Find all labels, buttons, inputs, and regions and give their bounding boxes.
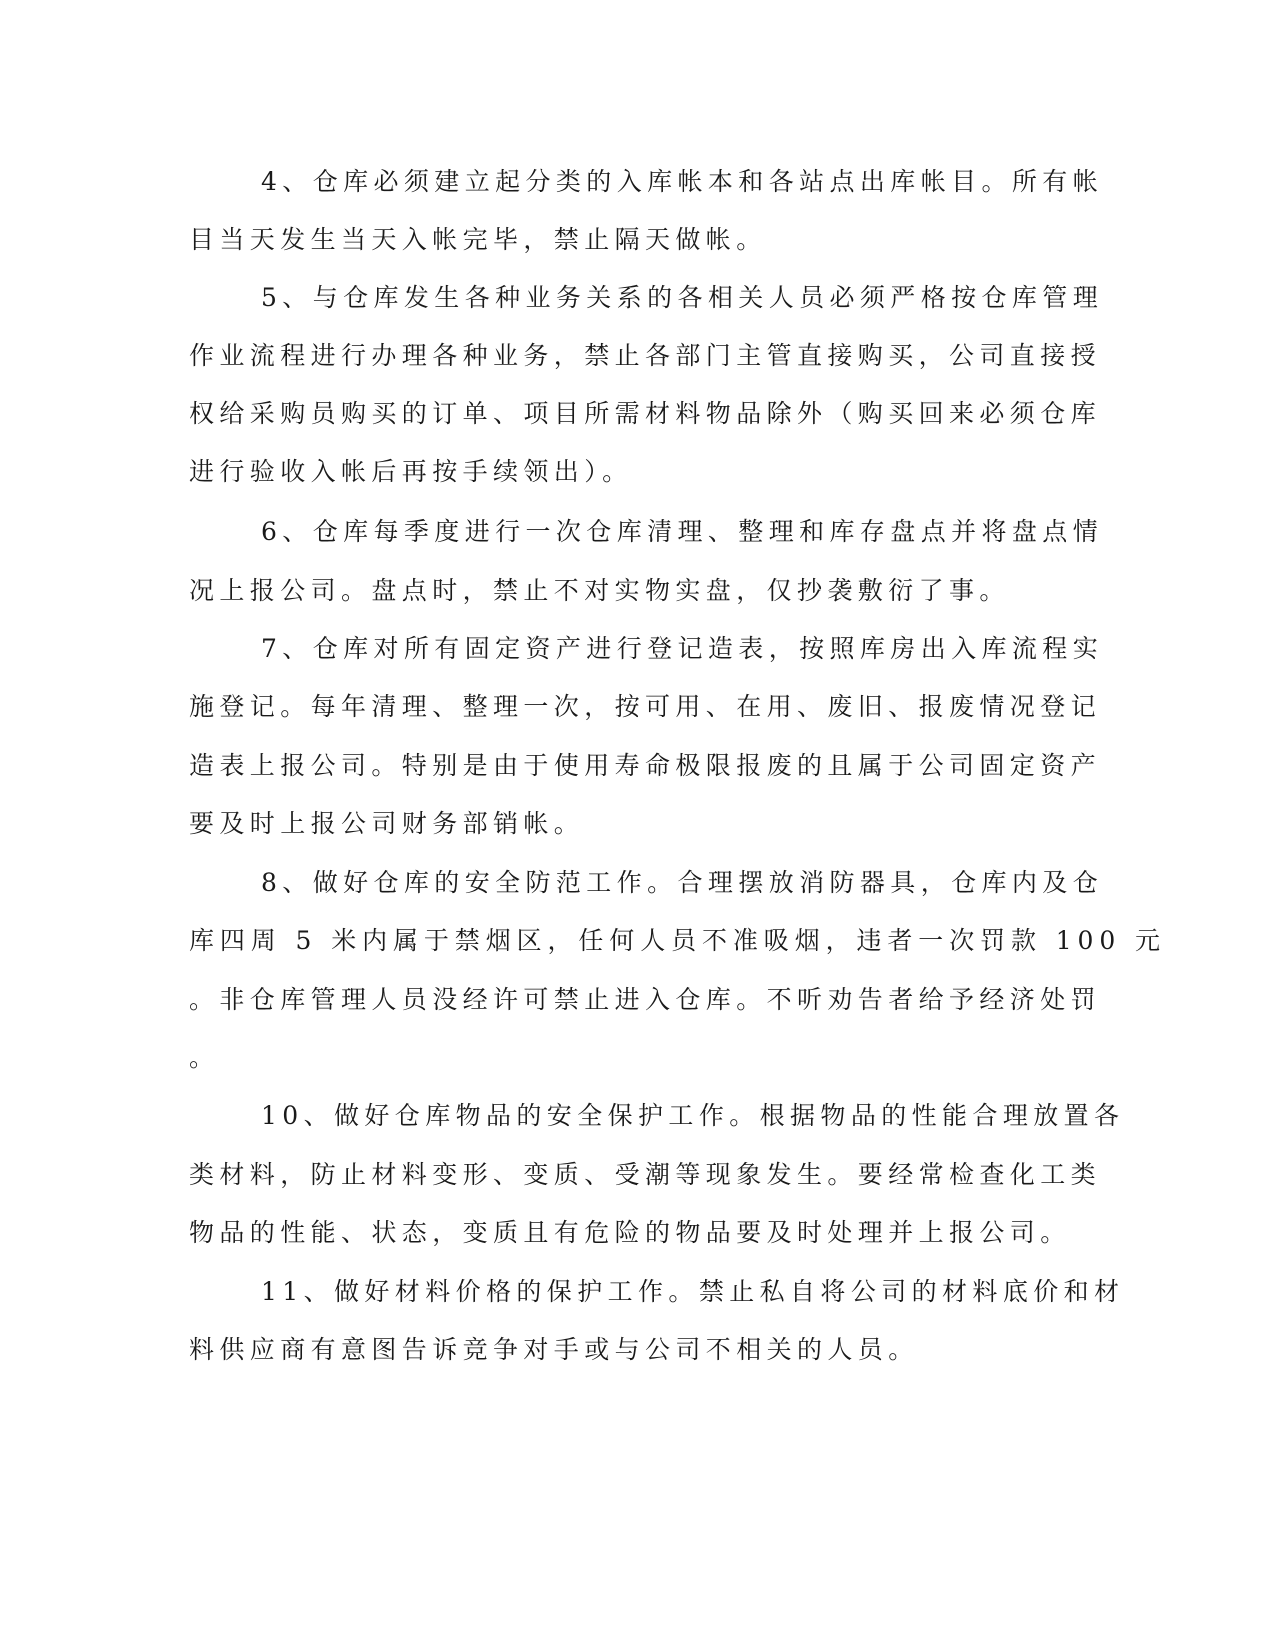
paragraph-6-line-2: 况上报公司。盘点时，禁止不对实物实盘，仅抄袭敷衍了事。 xyxy=(189,576,1010,605)
paragraph-4-line-1: 4、仓库必须建立起分类的入库帐本和各站点出库帐目。所有帐 xyxy=(261,167,1104,196)
paragraph-6-line-1: 6、仓库每季度进行一次仓库清理、整理和库存盘点并将盘点情 xyxy=(261,517,1104,546)
paragraph-11-line-2: 料供应商有意图告诉竞争对手或与公司不相关的人员。 xyxy=(189,1335,919,1364)
paragraph-10-line-3: 物品的性能、状态，变质且有危险的物品要及时处理并上报公司。 xyxy=(189,1218,1071,1247)
paragraph-7-line-2: 施登记。每年清理、整理一次，按可用、在用、废旧、报废情况登记 xyxy=(189,692,1102,721)
paragraph-5-line-4: 进行验收入帐后再按手续领出）。 xyxy=(189,457,633,486)
paragraph-5-line-1: 5、与仓库发生各种业务关系的各相关人员必须严格按仓库管理 xyxy=(261,283,1104,312)
paragraph-8-line-4: 。 xyxy=(189,1043,220,1072)
paragraph-5-line-2: 作业流程进行办理各种业务，禁止各部门主管直接购买，公司直接授 xyxy=(189,341,1102,370)
paragraph-10-line-1: 10、做好仓库物品的安全保护工作。根据物品的性能合理放置各 xyxy=(261,1101,1125,1130)
paragraph-10-line-2: 类材料，防止材料变形、变质、受潮等现象发生。要经常检查化工类 xyxy=(189,1160,1102,1189)
paragraph-11-line-1: 11、做好材料价格的保护工作。禁止私自将公司的材料底价和材 xyxy=(261,1277,1125,1306)
paragraph-4-line-2: 目当天发生当天入帐完毕，禁止隔天做帐。 xyxy=(189,225,767,254)
paragraph-8-line-1: 8、做好仓库的安全防范工作。合理摆放消防器具，仓库内及仓 xyxy=(261,868,1104,897)
paragraph-7-line-4: 要及时上报公司财务部销帐。 xyxy=(189,809,585,838)
paragraph-7-line-1: 7、仓库对所有固定资产进行登记造表，按照库房出入库流程实 xyxy=(261,634,1104,663)
paragraph-5-line-3: 权给采购员购买的订单、项目所需材料物品除外（购买回来必须仓库 xyxy=(189,399,1102,428)
paragraph-8-line-2: 库四周 5 米内属于禁烟区，任何人员不准吸烟，违者一次罚款 100 元 xyxy=(189,926,1166,955)
paragraph-7-line-3: 造表上报公司。特别是由于使用寿命极限报废的且属于公司固定资产 xyxy=(189,751,1102,780)
paragraph-8-line-3: 。非仓库管理人员没经许可禁止进入仓库。不听劝告者给予经济处罚 xyxy=(189,985,1102,1014)
